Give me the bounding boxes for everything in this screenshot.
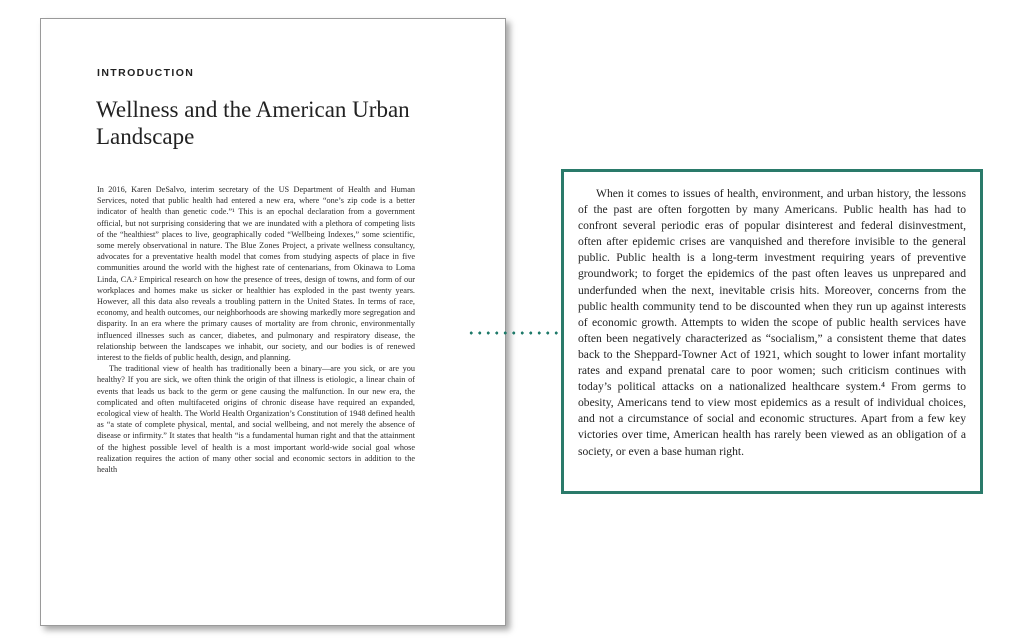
page-body — [97, 184, 415, 584]
body-paragraph: The traditional view of health has traditionally been a binary—are you sick, or are you healthy? If you are sick, we often think the origin of that illness is etiologic, a linear chain of events that leads us back to the germ or gene causing the malfunction. In our new era, the complicated and often multifaceted origins of chronic disease have required an expanded, ecological view of health. The World Health Organization’s Constitution of 1948 defined health as “a state of complete physical, mental, and social wellbeing, and not merely the absence of disease or infirmity.” It states that health “is a fundamental human right and that the attainment of the highest possible level of health is a most important world-wide social goal whose realization requires the action of many other social and economic sectors in addition to the health — [97, 364, 415, 475]
section-label: INTRODUCTION — [97, 67, 195, 79]
dotted-connector — [467, 330, 563, 336]
book-page — [40, 18, 506, 626]
pull-quote-box — [561, 169, 983, 494]
pull-quote-text: When it comes to issues of health, environment, and urban history, the lessons of the past are often forgotten by many Americans. Public health has had to confront several periodic eras of popular disinterest and federal disinvestment, often after epidemic crises are vanquished and therefore invisible to the general public. Public health is a long-term investment requiring years of preventive groundwork; to forget the epidemics of the past often leaves us unprepared and underfunded when the next, inevitable crisis hits. Moreover, concerns from the public health community tend to be discounted when they run up against interests of economic growth. Attempts to widen the scope of public health services have often been negatively characterized as “socialism,” a consistent theme that dates back to the Sheppard-Towner Act of 1921, which sought to lower infant mortality rates and expand prenatal care to poor women; such criticism continues with today’s political attacks on a nationalized healthcare system.⁴ From germs to obesity, Americans tend to view most epidemics as a result of individual choices, and not a circumstance of social and economic structures. Apart from a few key victories over time, American health has rarely been viewed as an obligation of a society, or even a base human right. — [578, 187, 966, 458]
body-paragraph: In 2016, Karen DeSalvo, interim secretary of the US Department of Health and Human Services, noted that public health had entered a new era, where “one’s zip code is a better indicator of health than genetic code.”¹ This is an epochal declaration from a government official, but not surprising considering that we are inundated with a plethora of competing lists of the “healthiest” places to live, geographically coded “Wellbeing Indexes,” some scientific, some merely observational in nature. The Blue Zones Project, a private wellness consultancy, advocates for a preventative health model that comes from studying aspects of place in five communities around the world with the highest rate of centenarians, from Okinawa to Loma Linda, CA.² Empirical research on how the presence of trees, design of towns, and form of our workplaces and homes make us sicker or healthier has exploded in the past twenty years. However, all this data also reveals a troubling pattern in the United States. In terms of race, economy, and health outcomes, our neighborhoods are showing markedly more segregation and disparity. In an era where the primary causes of mortality are from chronic, environmentally influenced illnesses such as cancer, diabetes, and pulmonary and respiratory disease, the relationship between the landscapes we inhabit, our society, and our bodies is of renewed interest to the fields of public health, design, and planning. — [97, 185, 415, 363]
page-title: Wellness and the American Urban Landscape — [96, 97, 410, 149]
